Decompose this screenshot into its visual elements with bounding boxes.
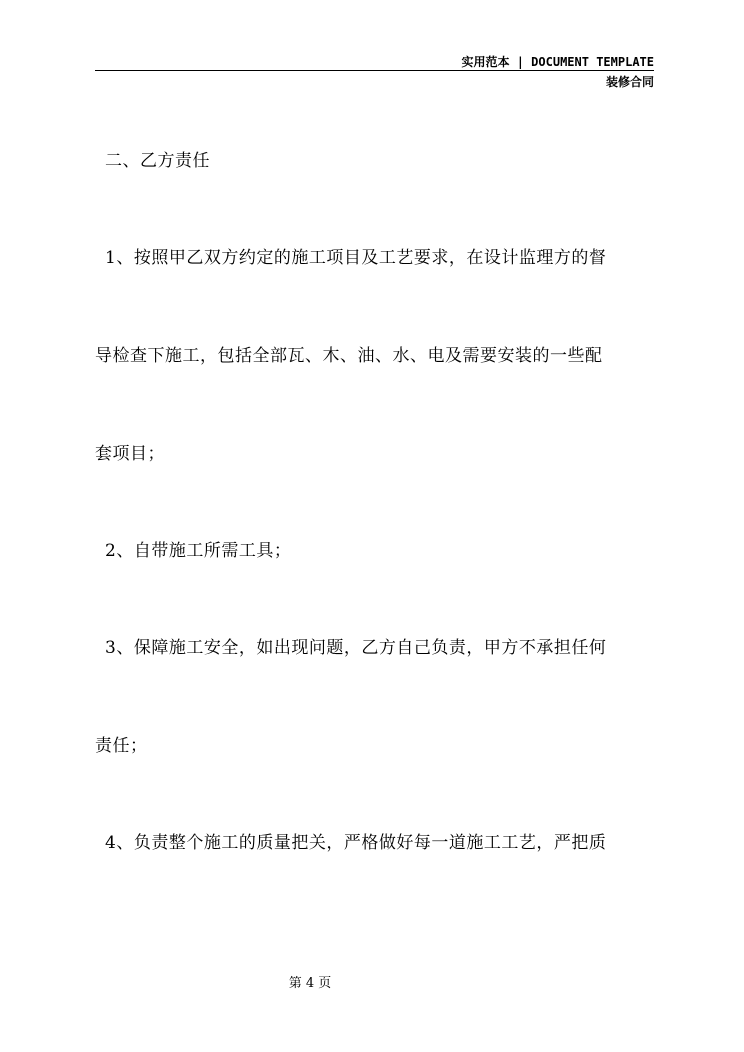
- section-heading: 二、乙方责任: [105, 151, 210, 171]
- header-subtitle: 装修合同: [605, 75, 654, 89]
- paragraph-line: 2、自带施工所需工具；: [105, 541, 292, 561]
- paragraph-line: 4、负责整个施工的质量把关，严格做好每一道施工工艺，严把质: [105, 833, 607, 853]
- paragraph-line: 3、保障施工安全，如出现问题，乙方自己负责，甲方不承担任何: [105, 638, 607, 658]
- paragraph-line: 责任；: [95, 736, 148, 756]
- paragraph-line: 套项目；: [95, 444, 165, 464]
- page-header: [462, 53, 655, 91]
- page-number: 第 4 页: [288, 976, 332, 991]
- paragraph-line: 1、按照甲乙双方约定的施工项目及工艺要求，在设计监理方的督: [105, 248, 607, 268]
- header-divider: [95, 70, 654, 71]
- paragraph-line: 导检查下施工，包括全部瓦、木、油、水、电及需要安装的一些配: [95, 346, 603, 366]
- header-title: 实用范本 | DOCUMENT TEMPLATE: [461, 55, 654, 69]
